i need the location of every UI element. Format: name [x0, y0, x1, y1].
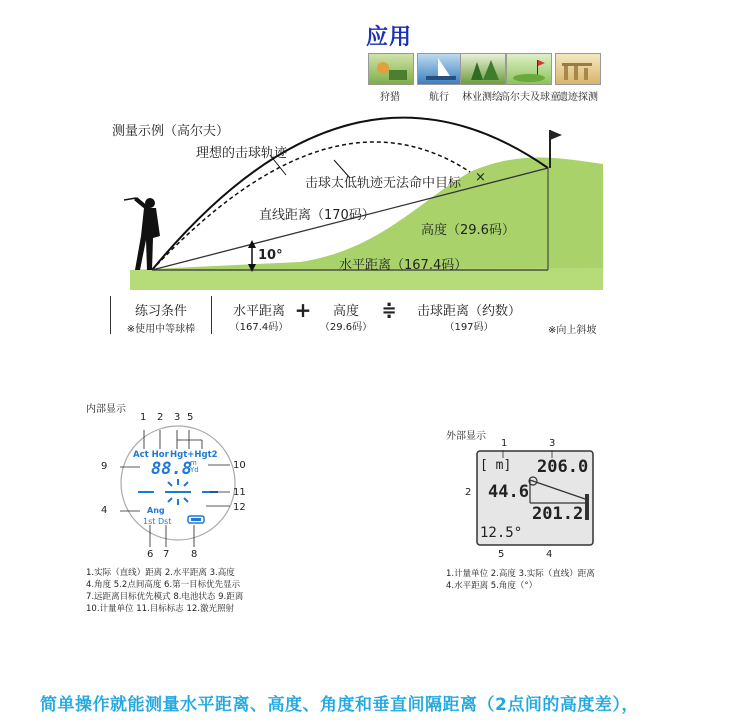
external-num-1: 1	[501, 438, 508, 449]
first-dst-indicator: 1st Dst	[143, 517, 172, 526]
lcd-top-value: 206.0	[537, 457, 589, 477]
condition-title: 练习条件	[134, 304, 187, 319]
lcd-angle-value: 12.5°	[480, 525, 523, 541]
shot-title: 击球距离（约数）	[416, 304, 521, 319]
internal-num-8: 8	[191, 549, 198, 560]
external-display-title: 外部显示	[446, 431, 486, 442]
internal-num-10: 10	[233, 460, 246, 471]
ideal-trajectory-label: 理想的击球轨迹	[196, 146, 288, 161]
internal-num-11: 11	[233, 487, 246, 498]
angle-label: 10°	[258, 248, 283, 263]
plus-sign: +	[294, 298, 312, 322]
internal-legend-4: 10.计量单位 11.目标标志 12.激光照射	[86, 604, 234, 614]
horizontal-value: （167.4码）	[229, 322, 289, 333]
horizontal-distance-label: 水平距离（167.4码）	[339, 258, 468, 273]
lcd-left-value: 44.6	[488, 482, 529, 502]
height-title: 高度	[332, 304, 359, 319]
app-label-sailing: 航行	[429, 92, 449, 103]
external-num-3: 3	[549, 438, 556, 449]
internal-num-12: 12	[233, 502, 246, 513]
miss-mark: ×	[475, 170, 486, 185]
app-label-golf: 高尔夫及球童	[500, 92, 560, 103]
hgt-indicator: Hgt+Hgt2	[170, 450, 218, 460]
app-label-ruins: 遗迹探测	[558, 92, 598, 103]
approx-sign: ≑	[381, 300, 397, 321]
target-mark-icon	[165, 479, 191, 505]
internal-legend-2: 4.角度 5.2点间高度 6.第一目标优先显示	[86, 580, 241, 590]
external-legend-2: 4.水平距离 5.角度（°）	[446, 581, 538, 591]
golfer-figure	[124, 197, 160, 270]
slope-note: ※向上斜坡	[548, 325, 597, 336]
page-title: 应用	[366, 25, 413, 50]
internal-legend-1: 1.实际（直线）距离 2.水平距离 3.高度	[86, 568, 235, 578]
golf-caption: 测量示例（高尔夫）	[112, 124, 230, 139]
height-value: （29.6码）	[319, 322, 373, 333]
flag-icon	[550, 130, 562, 140]
angle-indicator: Ang	[147, 506, 165, 515]
shot-value: （197码）	[444, 322, 494, 333]
external-legend-1: 1.计量单位 2.高度 3.实际（直线）距离	[446, 569, 595, 579]
internal-num-9: 9	[101, 461, 108, 472]
internal-legend-3: 7.远距离目标优先模式 8.电池状态 9.距离	[86, 592, 244, 602]
unit-m-indicator: m	[190, 459, 197, 467]
app-label-forestry: 林业测绘	[462, 92, 502, 103]
external-num-2: 2	[465, 487, 472, 498]
internal-num-5: 5	[187, 412, 194, 423]
line-distance-label: 直线距离（170码）	[259, 208, 375, 223]
lcd-unit: [ m]	[480, 458, 512, 473]
external-num-4: 4	[546, 549, 553, 560]
distance-digits: 88.8	[151, 459, 192, 479]
app-label-hunting: 狩猎	[380, 92, 400, 103]
internal-num-3: 3	[174, 412, 181, 423]
act-hor-indicator: Act Hor	[133, 450, 169, 460]
external-num-5: 5	[498, 549, 505, 560]
internal-num-6: 6	[147, 549, 154, 560]
internal-display-title: 内部显示	[86, 404, 126, 415]
condition-note: ※使用中等球棒	[126, 324, 196, 335]
divider-left	[110, 296, 111, 334]
internal-num-7: 7	[163, 549, 170, 560]
horizontal-title: 水平距离	[232, 304, 285, 319]
height-label: 高度（29.6码）	[421, 223, 515, 238]
internal-num-2: 2	[157, 412, 164, 423]
low-trajectory-label: 击球太低轨迹无法命中目标	[305, 176, 462, 191]
lcd-right-value: 201.2	[532, 504, 584, 524]
internal-num-1: 1	[140, 412, 147, 423]
internal-num-4: 4	[101, 505, 108, 516]
footer-text: 简单操作就能测量水平距离、高度、角度和垂直间隔距离（2点间的高度差），	[40, 695, 639, 715]
unit-yd-indicator: Yd	[190, 466, 199, 474]
divider-mid	[211, 296, 212, 334]
lcd-pole-icon	[585, 494, 589, 520]
